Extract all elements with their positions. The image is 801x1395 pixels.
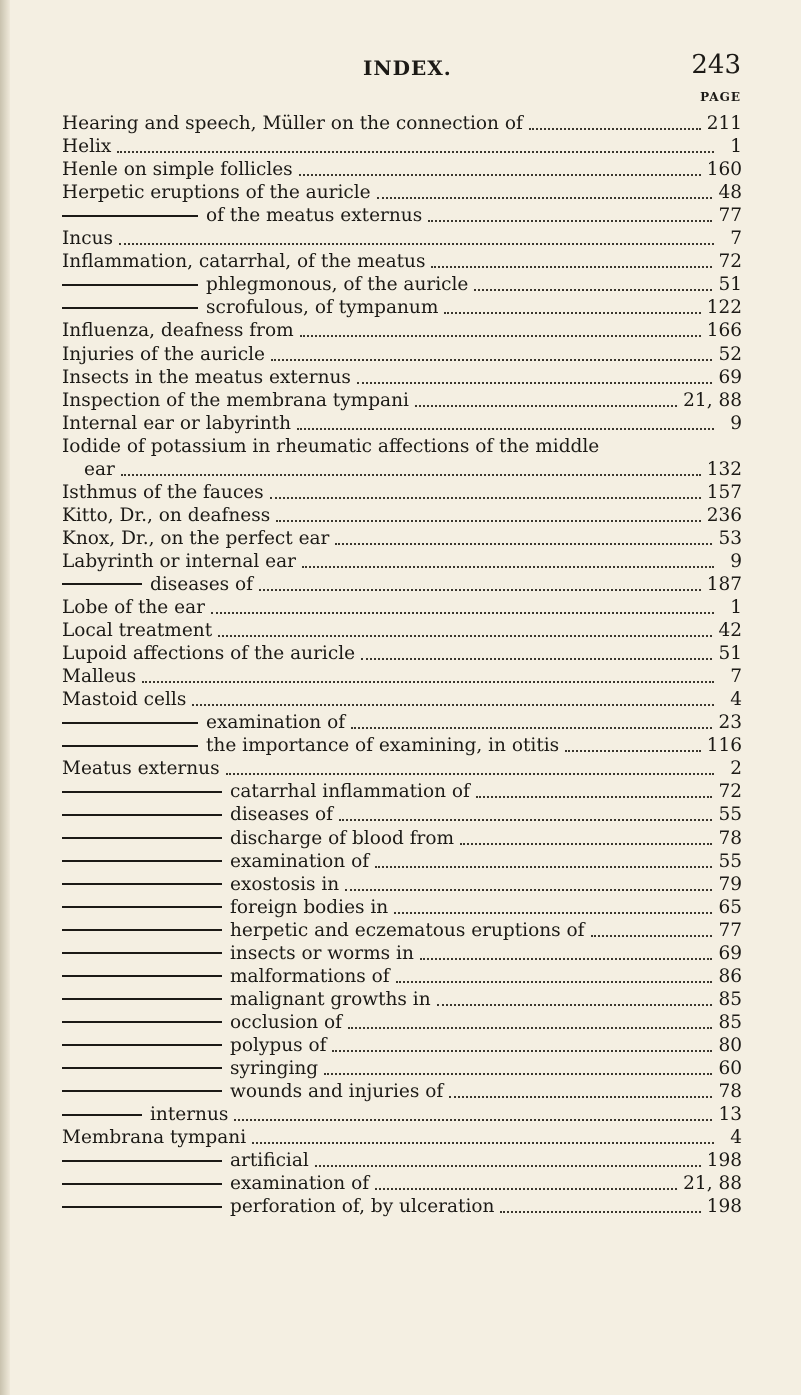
index-entry	[62, 527, 742, 550]
index-term: Mastoid cells	[62, 689, 187, 711]
index-term: Iodide of potassium in rheumatic affections of the middle	[62, 435, 600, 457]
ditto-dash	[62, 745, 198, 747]
index-entry	[62, 458, 742, 481]
index-entry	[62, 366, 742, 389]
page-reference: 116	[706, 735, 742, 757]
index-term: malformations of	[230, 965, 390, 987]
index-entry	[62, 112, 742, 135]
index-term: Internal ear or labyrinth	[62, 412, 292, 434]
index-term: ear	[84, 458, 115, 480]
page-reference: 77	[718, 919, 742, 941]
index-entry	[62, 158, 742, 181]
dot-leader	[565, 746, 701, 752]
index-term: Meatus externus	[62, 758, 220, 780]
page-reference: 211	[706, 113, 742, 135]
ditto-dash	[62, 883, 222, 885]
ditto-dash	[62, 791, 222, 793]
dot-leader	[529, 124, 701, 130]
page-reference: 198	[706, 1196, 742, 1218]
dot-leader	[396, 977, 713, 983]
index-term: diseases of	[150, 573, 254, 595]
dot-leader	[361, 654, 712, 660]
page-reference: 79	[718, 873, 742, 895]
index-entry	[62, 319, 742, 342]
index-term: Membrana tympani	[62, 1127, 247, 1149]
index-entry	[62, 711, 742, 734]
index-entry	[62, 181, 742, 204]
ditto-dash	[62, 998, 222, 1000]
index-term: herpetic and eczematous eruptions of	[230, 919, 585, 941]
dot-leader	[591, 931, 713, 937]
page-reference: 85	[718, 988, 742, 1010]
index-term: diseases of	[230, 804, 334, 826]
index-entry	[62, 803, 742, 826]
index-term: foreign bodies in	[230, 896, 389, 918]
page-reference: 198	[706, 1150, 742, 1172]
index-entry	[62, 1149, 742, 1172]
index-term: Inflammation, catarrhal, of the meatus	[62, 251, 426, 273]
index-term: examination of	[230, 850, 370, 872]
page-reference: 4	[730, 1127, 742, 1149]
ditto-dash	[62, 1114, 142, 1116]
index-entry	[62, 780, 742, 803]
index-entry	[62, 919, 742, 942]
index-entry	[62, 573, 742, 596]
ditto-dash	[62, 860, 222, 862]
page-reference: 23	[718, 712, 742, 734]
index-term: artificial	[230, 1150, 309, 1172]
page-reference: 13	[718, 1104, 742, 1126]
page-reference: 166	[706, 320, 742, 342]
page-reference: 69	[718, 942, 742, 964]
index-term: the importance of examining, in otitis	[206, 735, 560, 757]
index-term: Isthmus of the fauces	[62, 481, 264, 503]
page-reference: 80	[718, 1034, 742, 1056]
ditto-dash	[62, 929, 222, 931]
index-entry	[62, 550, 742, 573]
page-reference: 236	[706, 504, 742, 526]
page-column-label: PAGE	[700, 90, 741, 104]
page-reference: 72	[718, 251, 742, 273]
page-reference: 69	[718, 366, 742, 388]
index-term: examination of	[206, 712, 346, 734]
index-entry	[62, 619, 742, 642]
index-term: Lobe of the ear	[62, 597, 205, 619]
page-reference: 78	[718, 827, 742, 849]
index-term: Inspection of the membrana tympani	[62, 389, 409, 411]
page-reference: 21, 88	[683, 389, 742, 411]
index-entry	[62, 1057, 742, 1080]
dot-leader	[345, 885, 712, 891]
page-reference: 7	[730, 228, 742, 250]
index-term: malignant growths in	[230, 988, 431, 1010]
dot-leader	[351, 723, 712, 729]
dot-leader	[415, 401, 677, 407]
dot-leader	[474, 285, 712, 291]
ditto-dash	[62, 1183, 222, 1185]
index-entry	[62, 250, 742, 273]
ditto-dash	[62, 215, 198, 217]
index-term: Hearing and speech, Müller on the connection of	[62, 113, 523, 135]
page-reference: 60	[718, 1057, 742, 1079]
index-term: Helix	[62, 136, 112, 158]
ditto-dash	[62, 975, 222, 977]
index-entry	[62, 988, 742, 1011]
ditto-dash	[62, 1044, 222, 1046]
index-entry	[62, 1103, 742, 1126]
dot-leader	[348, 1023, 712, 1029]
running-title: INDEX.	[363, 56, 452, 80]
dot-leader	[324, 1069, 712, 1075]
page-reference: 72	[718, 781, 742, 803]
page-header	[0, 48, 801, 104]
index-entry	[62, 273, 742, 296]
page-reference: 77	[718, 205, 742, 227]
index-term: internus	[150, 1104, 229, 1126]
dot-leader	[218, 631, 712, 637]
index-term: polypus of	[230, 1034, 327, 1056]
dot-leader	[357, 378, 713, 384]
index-term: scrofulous, of tympanum	[206, 297, 439, 319]
index-entry	[62, 850, 742, 873]
page-reference: 86	[718, 965, 742, 987]
page-reference: 21, 88	[683, 1173, 742, 1195]
dot-leader	[449, 1092, 712, 1098]
page-reference: 122	[706, 297, 742, 319]
index-term: of the meatus externus	[206, 205, 423, 227]
dot-leader	[226, 769, 714, 775]
page-reference: 42	[718, 620, 742, 642]
page-reference: 187	[706, 573, 742, 595]
dot-leader	[444, 308, 700, 314]
dot-leader	[300, 331, 701, 337]
index-entry	[62, 135, 742, 158]
dot-leader	[500, 1207, 700, 1213]
dot-leader	[142, 677, 714, 683]
page-reference: 9	[730, 412, 742, 434]
index-entry	[62, 1126, 742, 1149]
index-term: Herpetic eruptions of the auricle	[62, 182, 371, 204]
index-entry	[62, 481, 742, 504]
ditto-dash	[62, 952, 222, 954]
page-reference: 48	[718, 182, 742, 204]
index-entry	[62, 642, 742, 665]
ditto-dash	[62, 814, 222, 816]
page-number: 243	[691, 50, 741, 80]
index-entry	[62, 1172, 742, 1195]
dot-leader	[375, 1184, 677, 1190]
index-term: exostosis in	[230, 873, 340, 895]
index-term: Malleus	[62, 666, 137, 688]
ditto-dash	[62, 284, 198, 286]
page-reference: 51	[718, 274, 742, 296]
index-list	[62, 112, 742, 1218]
ditto-dash	[62, 722, 198, 724]
index-term: occlusion of	[230, 1011, 343, 1033]
index-entry	[62, 1034, 742, 1057]
index-entry	[62, 734, 742, 757]
page-reference: 65	[718, 896, 742, 918]
index-entry	[62, 1011, 742, 1034]
dot-leader	[276, 516, 700, 522]
page-reference: 7	[730, 666, 742, 688]
dot-leader	[375, 862, 712, 868]
index-entry	[62, 826, 742, 849]
dot-leader	[315, 1161, 701, 1167]
index-entry	[62, 596, 742, 619]
index-term: phlegmonous, of the auricle	[206, 274, 469, 296]
page-reference: 51	[718, 643, 742, 665]
index-entry	[62, 1080, 742, 1103]
dot-leader	[252, 1138, 714, 1144]
index-entry	[62, 342, 742, 365]
index-term: Local treatment	[62, 620, 213, 642]
dot-leader	[271, 355, 713, 361]
index-entry	[62, 389, 742, 412]
index-term: Insects in the meatus externus	[62, 366, 351, 388]
page-reference: 55	[718, 850, 742, 872]
page-reference: 9	[730, 550, 742, 572]
ditto-dash	[62, 1067, 222, 1069]
dot-leader	[339, 815, 712, 821]
dot-leader	[297, 424, 714, 430]
index-entry	[62, 296, 742, 319]
dot-leader	[302, 562, 714, 568]
index-entry	[62, 412, 742, 435]
page-reference: 78	[718, 1081, 742, 1103]
index-term: examination of	[230, 1173, 370, 1195]
ditto-dash	[62, 837, 222, 839]
page-reference: 85	[718, 1011, 742, 1033]
page-reference: 52	[718, 343, 742, 365]
dot-leader	[299, 170, 701, 176]
dot-leader	[377, 193, 713, 199]
index-term: discharge of blood from	[230, 827, 455, 849]
page-reference: 1	[730, 136, 742, 158]
page-reference: 55	[718, 804, 742, 826]
ditto-dash	[62, 583, 142, 585]
dot-leader	[332, 1046, 712, 1052]
page-reference: 1	[730, 597, 742, 619]
index-term: Kitto, Dr., on deafness	[62, 504, 271, 526]
page-reference: 157	[706, 481, 742, 503]
dot-leader	[476, 792, 713, 798]
dot-leader	[431, 262, 712, 268]
index-entry	[62, 435, 742, 458]
dot-leader	[394, 908, 712, 914]
dot-leader	[335, 539, 712, 545]
index-entry	[62, 1195, 742, 1218]
index-entry	[62, 896, 742, 919]
ditto-dash	[62, 307, 198, 309]
dot-leader	[428, 216, 712, 222]
index-entry	[62, 504, 742, 527]
index-term: Influenza, deafness from	[62, 320, 294, 342]
ditto-dash	[62, 906, 222, 908]
index-term: Lupoid affections of the auricle	[62, 643, 356, 665]
page-reference: 160	[706, 159, 742, 181]
dot-leader	[117, 147, 714, 153]
index-term: syringing	[230, 1057, 319, 1079]
index-entry	[62, 227, 742, 250]
index-term: insects or worms in	[230, 942, 414, 964]
dot-leader	[437, 1000, 713, 1006]
ditto-dash	[62, 1206, 222, 1208]
dot-leader	[234, 1115, 712, 1121]
index-term: Knox, Dr., on the perfect ear	[62, 527, 330, 549]
dot-leader	[460, 839, 712, 845]
index-term: perforation of, by ulceration	[230, 1196, 495, 1218]
ditto-dash	[62, 1160, 222, 1162]
index-term: catarrhal inflammation of	[230, 781, 470, 803]
dot-leader	[192, 700, 714, 706]
page-binding-edge	[0, 0, 10, 1395]
page-reference: 2	[730, 758, 742, 780]
dot-leader	[121, 470, 701, 476]
dot-leader	[420, 954, 713, 960]
index-entry	[62, 757, 742, 780]
index-entry	[62, 942, 742, 965]
index-term: Incus	[62, 228, 113, 250]
index-entry	[62, 665, 742, 688]
index-term: Henle on simple follicles	[62, 159, 293, 181]
index-entry	[62, 873, 742, 896]
index-term: Labyrinth or internal ear	[62, 550, 296, 572]
index-term: Injuries of the auricle	[62, 343, 265, 365]
ditto-dash	[62, 1021, 222, 1023]
dot-leader	[211, 608, 714, 614]
page-reference: 4	[730, 689, 742, 711]
page-reference: 53	[718, 527, 742, 549]
index-term: wounds and injuries of	[230, 1081, 444, 1103]
index-entry	[62, 688, 742, 711]
index-entry	[62, 965, 742, 988]
page-reference: 132	[706, 458, 742, 480]
index-entry	[62, 204, 742, 227]
dot-leader	[259, 585, 701, 591]
dot-leader	[119, 239, 714, 245]
dot-leader	[270, 493, 701, 499]
ditto-dash	[62, 1090, 222, 1092]
